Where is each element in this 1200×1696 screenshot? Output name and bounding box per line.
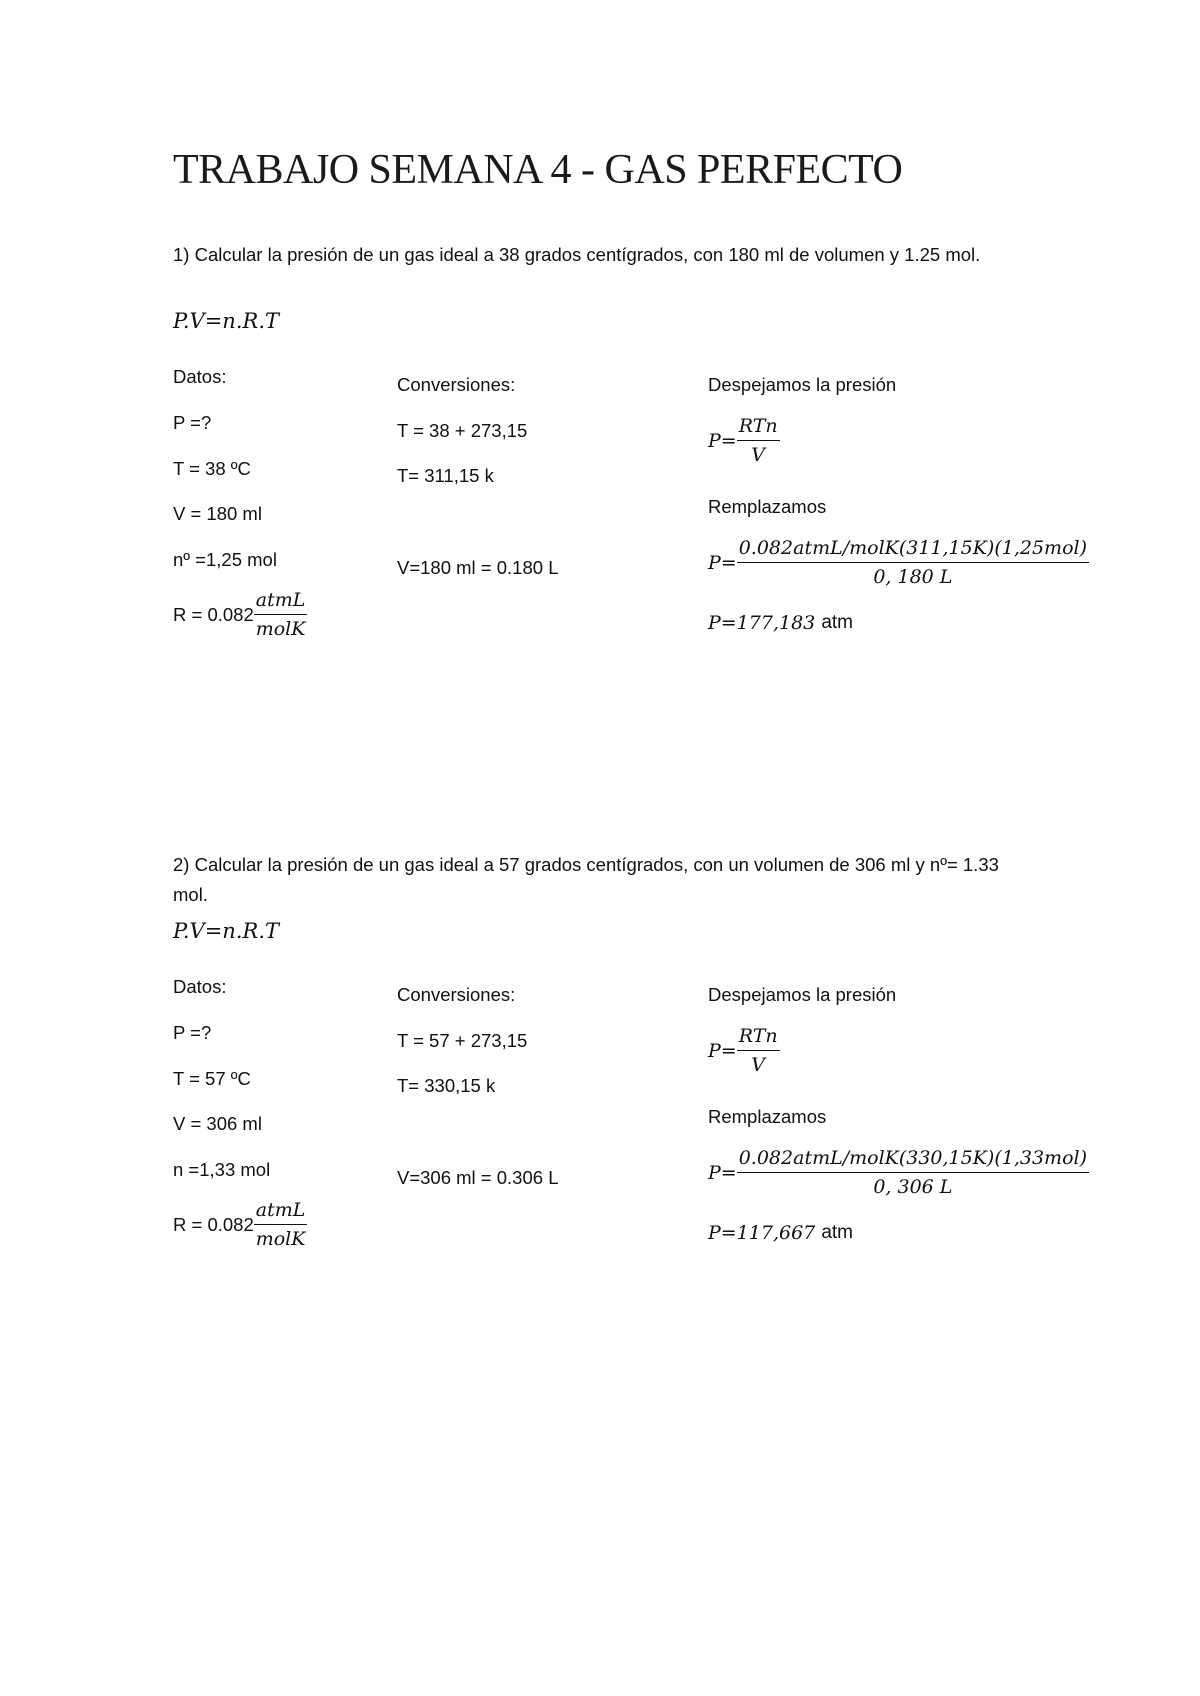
datos-moles: n =1,33 mol [173, 1159, 271, 1180]
result-unit: atm [821, 1222, 854, 1243]
substitution-formula [708, 1146, 1089, 1199]
problem-2 [0, 850, 1200, 1270]
problem-1 [0, 240, 1200, 660]
formula-fraction [737, 1024, 780, 1077]
ideal-gas-formula: P.V=n.R.T [173, 309, 280, 333]
datos-gas-constant [173, 588, 307, 641]
result-unit: atm [821, 612, 854, 633]
fraction-denominator: molK [255, 618, 306, 640]
gas-constant-units [254, 588, 308, 641]
conversiones-header: Conversiones: [397, 984, 516, 1005]
datos-pressure: P =? [173, 412, 212, 433]
conversion-temperature-result: T= 330,15 k [397, 1075, 496, 1096]
datos-header: Datos: [173, 366, 227, 387]
formula-lhs: P= [708, 1039, 737, 1062]
formula-lhs: P= [708, 551, 737, 574]
datos-moles: nº =1,25 mol [173, 549, 277, 570]
despeje-header: Despejamos la presión [708, 374, 897, 395]
gas-constant-value: R = 0.082 [173, 1213, 254, 1235]
fraction-denominator: V [751, 1054, 766, 1076]
pressure-result [708, 612, 853, 634]
datos-temperature: T = 38 ºC [173, 458, 251, 479]
pressure-solved-formula [708, 1024, 780, 1077]
conversion-temperature-calc: T = 57 + 273,15 [397, 1030, 528, 1051]
datos-header: Datos: [173, 976, 227, 997]
datos-pressure: P =? [173, 1022, 212, 1043]
formula-fraction [737, 414, 780, 467]
fraction-numerator: 0.082atmL/molK(330,15K)(1,33mol) [737, 1146, 1089, 1173]
remplazamos-header: Remplazamos [708, 496, 827, 517]
conversiones-header: Conversiones: [397, 374, 516, 395]
despeje-header: Despejamos la presión [708, 984, 897, 1005]
datos-volume: V = 306 ml [173, 1113, 262, 1134]
conversion-temperature-result: T= 311,15 k [397, 465, 494, 486]
fraction-denominator: 0, 306 L [873, 1176, 953, 1198]
result-value: P=177,183 [708, 612, 816, 634]
result-value: P=117,667 [708, 1222, 816, 1244]
conversion-volume: V=180 ml = 0.180 L [397, 557, 559, 578]
fraction-numerator: RTn [737, 414, 780, 441]
datos-volume: V = 180 ml [173, 503, 262, 524]
gas-constant-value: R = 0.082 [173, 603, 254, 625]
formula-lhs: P= [708, 1161, 737, 1184]
fraction-numerator: RTn [737, 1024, 780, 1051]
formula-fraction [737, 1146, 1089, 1199]
fraction-denominator: molK [255, 1228, 306, 1250]
pressure-solved-formula [708, 414, 780, 467]
page-title: TRABAJO SEMANA 4 - GAS PERFECTO [173, 147, 903, 193]
conversion-volume: V=306 ml = 0.306 L [397, 1167, 559, 1188]
ideal-gas-formula: P.V=n.R.T [173, 919, 280, 943]
fraction-denominator: 0, 180 L [873, 566, 953, 588]
problem-statement: 1) Calcular la presión de un gas ideal a 38 grados centígrados, con 180 ml de volumen y 1.25 mol. [173, 244, 981, 265]
substitution-formula [708, 536, 1089, 589]
pressure-result [708, 1222, 853, 1244]
formula-fraction [737, 536, 1089, 589]
remplazamos-header: Remplazamos [708, 1106, 827, 1127]
conversion-temperature-calc: T = 38 + 273,15 [397, 420, 528, 441]
datos-temperature: T = 57 ºC [173, 1068, 251, 1089]
gas-constant-units [254, 1198, 308, 1251]
datos-gas-constant [173, 1198, 307, 1251]
fraction-numerator: atmL [254, 1198, 308, 1225]
formula-lhs: P= [708, 429, 737, 452]
fraction-numerator: atmL [254, 588, 308, 615]
problem-statement: 2) Calcular la presión de un gas ideal a 57 grados centígrados, con un volumen de 306 ml y nº= 1.33 mol. [173, 854, 999, 905]
fraction-numerator: 0.082atmL/molK(311,15K)(1,25mol) [737, 536, 1089, 563]
fraction-denominator: V [751, 444, 766, 466]
